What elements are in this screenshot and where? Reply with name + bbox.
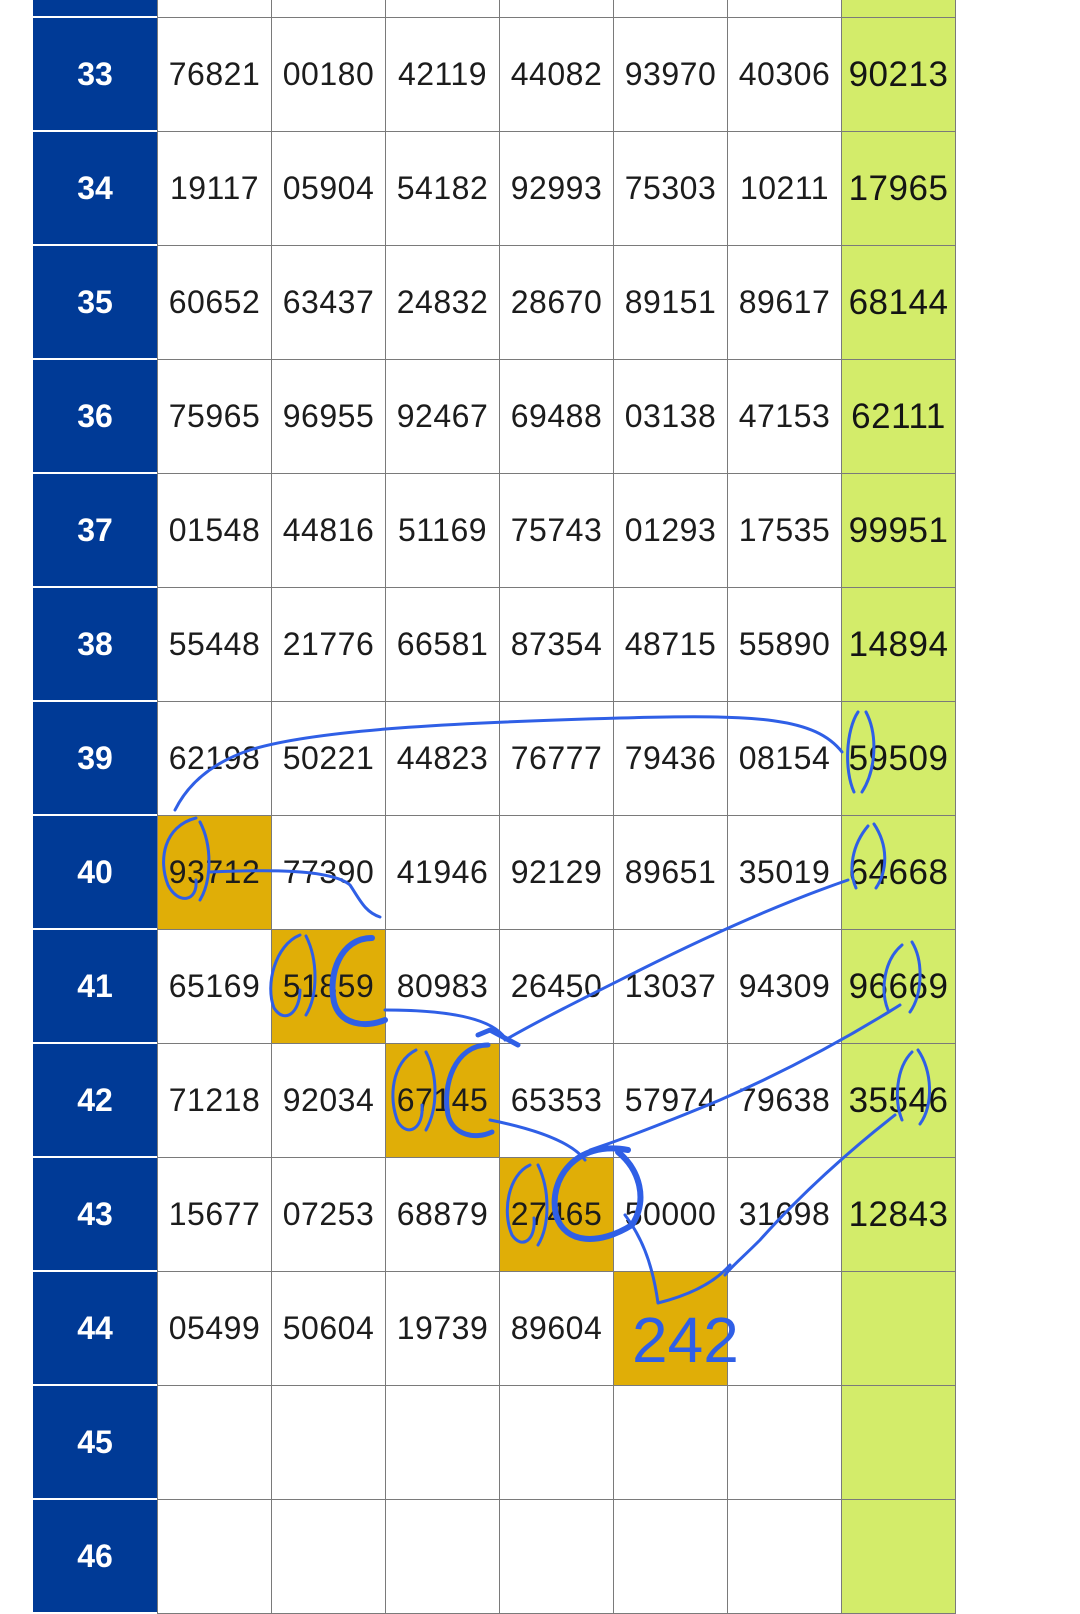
result-cell	[157, 0, 271, 18]
result-cell: 92993	[499, 132, 613, 246]
result-cell: 21776	[271, 588, 385, 702]
result-cell: 79638	[727, 1044, 841, 1158]
result-cell	[499, 1500, 613, 1614]
result-cell	[271, 1500, 385, 1614]
result-cell-last	[841, 1500, 955, 1614]
week-label: 35	[33, 246, 157, 360]
result-cell-last: 90213	[841, 18, 955, 132]
result-cell: 92129	[499, 816, 613, 930]
result-cell: 93970	[613, 18, 727, 132]
result-cell: 69488	[499, 360, 613, 474]
result-cell: 75743	[499, 474, 613, 588]
result-cell: 89604	[499, 1272, 613, 1386]
result-cell: 71218	[157, 1044, 271, 1158]
result-cell: 65169	[157, 930, 271, 1044]
result-cell	[271, 0, 385, 18]
result-cell: 31698	[727, 1158, 841, 1272]
result-cell: 05904	[271, 132, 385, 246]
result-cell: 50604	[271, 1272, 385, 1386]
result-cell: 65353	[499, 1044, 613, 1158]
result-cell: 41946	[385, 816, 499, 930]
results-table	[33, 0, 956, 1614]
result-cell: 76777	[499, 702, 613, 816]
result-cell-last	[841, 1272, 955, 1386]
result-cell: 27465	[499, 1158, 613, 1272]
result-cell	[727, 1500, 841, 1614]
result-cell: 54182	[385, 132, 499, 246]
result-cell: 63437	[271, 246, 385, 360]
result-cell	[613, 0, 727, 18]
result-cell: 89617	[727, 246, 841, 360]
result-cell: 26450	[499, 930, 613, 1044]
result-cell: 08154	[727, 702, 841, 816]
result-cell: 19739	[385, 1272, 499, 1386]
result-cell: 79436	[613, 702, 727, 816]
result-cell-last: 14894	[841, 588, 955, 702]
week-label: 43	[33, 1158, 157, 1272]
result-cell: 40306	[727, 18, 841, 132]
result-cell: 75965	[157, 360, 271, 474]
week-label: 38	[33, 588, 157, 702]
result-cell: 01548	[157, 474, 271, 588]
result-cell: 55448	[157, 588, 271, 702]
week-label: 36	[33, 360, 157, 474]
result-cell: 62198	[157, 702, 271, 816]
result-cell	[727, 1272, 841, 1386]
result-cell-last: 17965	[841, 132, 955, 246]
result-cell: 15677	[157, 1158, 271, 1272]
result-cell-last: 99951	[841, 474, 955, 588]
result-cell: 87354	[499, 588, 613, 702]
result-cell: 93712	[157, 816, 271, 930]
result-cell-last: 12843	[841, 1158, 955, 1272]
result-cell	[727, 1386, 841, 1500]
result-cell-last: 35546	[841, 1044, 955, 1158]
result-cell: 92034	[271, 1044, 385, 1158]
result-cell: 80983	[385, 930, 499, 1044]
result-cell: 19117	[157, 132, 271, 246]
result-cell: 50000	[613, 1158, 727, 1272]
result-cell: 67145	[385, 1044, 499, 1158]
week-label: 46	[33, 1500, 157, 1614]
week-label: 44	[33, 1272, 157, 1386]
result-cell-last: 68144	[841, 246, 955, 360]
week-label: 39	[33, 702, 157, 816]
result-cell: 42119	[385, 18, 499, 132]
result-cell: 50221	[271, 702, 385, 816]
result-cell: 66581	[385, 588, 499, 702]
result-cell: 96955	[271, 360, 385, 474]
result-cell	[385, 0, 499, 18]
result-cell: 03138	[613, 360, 727, 474]
result-cell: 51169	[385, 474, 499, 588]
result-cell	[613, 1386, 727, 1500]
result-cell	[613, 1500, 727, 1614]
result-cell: 35019	[727, 816, 841, 930]
result-cell-last: 62111	[841, 360, 955, 474]
result-cell-last	[841, 1386, 955, 1500]
result-cell	[385, 1386, 499, 1500]
result-cell: 07253	[271, 1158, 385, 1272]
result-cell: 89651	[613, 816, 727, 930]
week-label: 42	[33, 1044, 157, 1158]
result-cell	[499, 0, 613, 18]
result-cell: 44082	[499, 18, 613, 132]
result-cell	[385, 1500, 499, 1614]
result-cell	[157, 1500, 271, 1614]
result-cell: 05499	[157, 1272, 271, 1386]
week-label: 33	[33, 18, 157, 132]
result-cell: 13037	[613, 930, 727, 1044]
result-cell: 94309	[727, 930, 841, 1044]
result-cell	[499, 1386, 613, 1500]
result-cell-last: 59509	[841, 702, 955, 816]
week-label: 41	[33, 930, 157, 1044]
result-cell: 01293	[613, 474, 727, 588]
week-label: 37	[33, 474, 157, 588]
result-cell: 68879	[385, 1158, 499, 1272]
result-cell: 00180	[271, 18, 385, 132]
result-cell: 92467	[385, 360, 499, 474]
result-cell: 75303	[613, 132, 727, 246]
result-cell: 60652	[157, 246, 271, 360]
result-cell-last	[841, 0, 955, 18]
result-cell: 55890	[727, 588, 841, 702]
result-cell-last: 64668	[841, 816, 955, 930]
result-cell-last: 96669	[841, 930, 955, 1044]
result-cell: 51859	[271, 930, 385, 1044]
result-cell: 44823	[385, 702, 499, 816]
result-cell: 47153	[727, 360, 841, 474]
result-cell: 24832	[385, 246, 499, 360]
week-label: 34	[33, 132, 157, 246]
result-cell: 28670	[499, 246, 613, 360]
result-cell	[727, 0, 841, 18]
result-cell: 76821	[157, 18, 271, 132]
result-cell	[271, 1386, 385, 1500]
result-cell: 89151	[613, 246, 727, 360]
week-label: 40	[33, 816, 157, 930]
result-cell: 10211	[727, 132, 841, 246]
result-cell	[157, 1386, 271, 1500]
result-cell	[613, 1272, 727, 1386]
result-cell: 48715	[613, 588, 727, 702]
week-label	[33, 0, 157, 18]
result-cell: 44816	[271, 474, 385, 588]
result-cell: 77390	[271, 816, 385, 930]
result-cell: 17535	[727, 474, 841, 588]
week-label: 45	[33, 1386, 157, 1500]
handwritten-note: 242	[632, 1304, 739, 1376]
result-cell: 57974	[613, 1044, 727, 1158]
